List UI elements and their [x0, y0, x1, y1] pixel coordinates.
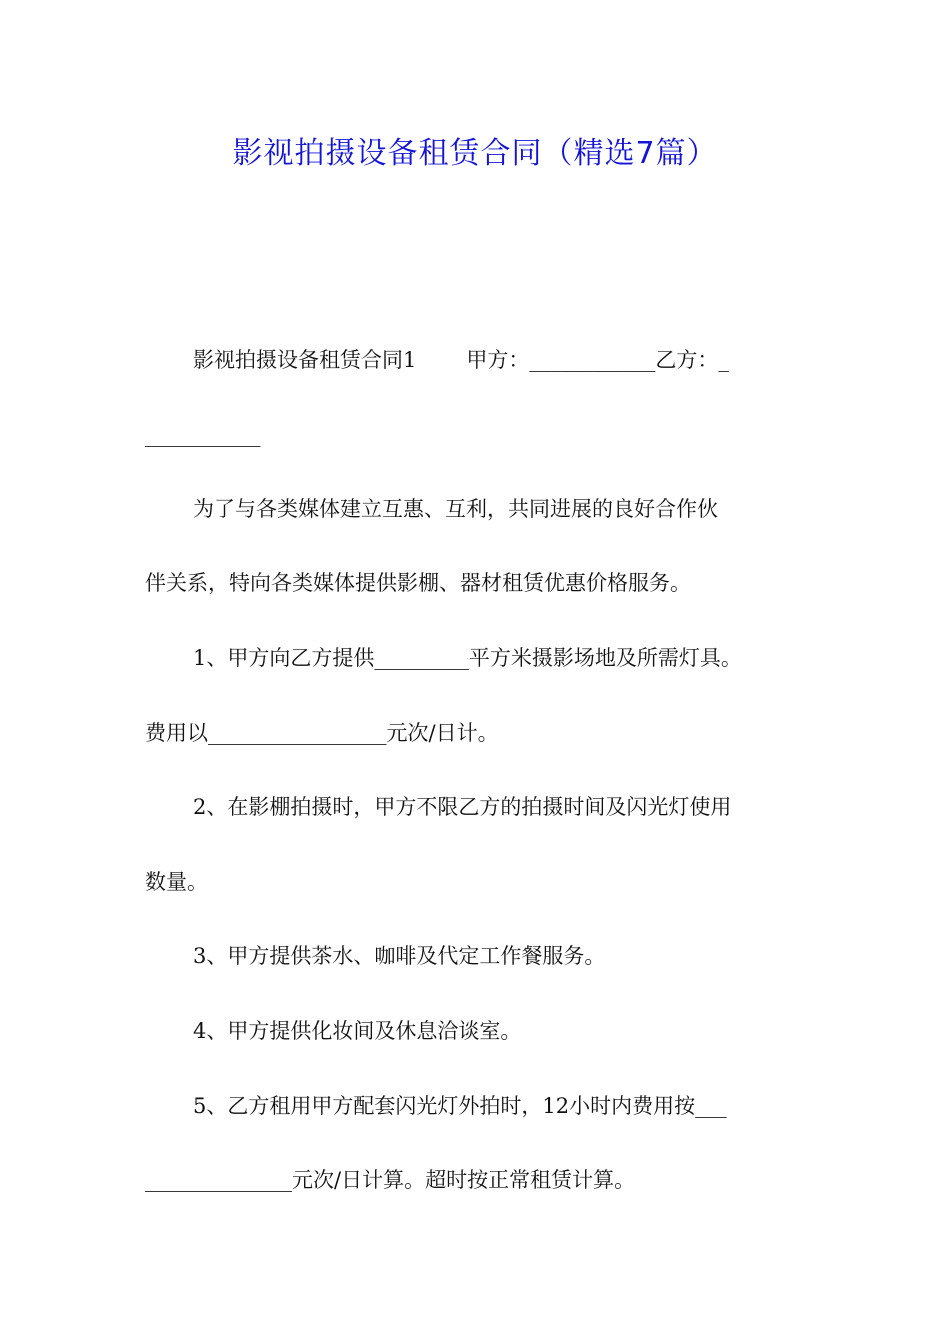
clause-5-line-2: ______________元次/日计算。超时按正常租赁计算。	[145, 1168, 636, 1192]
party-b-blank: ___________	[145, 423, 261, 447]
clause-2-line-2: 数量。	[145, 870, 208, 894]
clause-5-line-1: 5、乙方租用甲方配套闪光灯外拍时，12小时内费用按___	[193, 1094, 727, 1118]
paragraph-intro-line-1: 为了与各类媒体建立互惠、互利，共同进展的良好合作伙	[193, 497, 718, 521]
clause-3: 3、甲方提供茶水、咖啡及代定工作餐服务。	[193, 944, 606, 968]
clause-1-line-2: 费用以_________________元次/日计。	[145, 721, 499, 745]
document-title: 影视拍摄设备租赁合同（精选7篇）	[232, 136, 718, 171]
contract-heading: 影视拍摄设备租赁合同1	[193, 348, 417, 372]
clause-2-line-1: 2、在影棚拍摄时，甲方不限乙方的拍摄时间及闪光灯使用	[193, 795, 732, 819]
clause-1-line-1: 1、甲方向乙方提供_________平方米摄影场地及所需灯具。	[193, 646, 742, 670]
contract-heading-line	[193, 345, 729, 375]
paragraph-intro-line-2: 伴关系，特向各类媒体提供影棚、器材租赁优惠价格服务。	[145, 571, 691, 595]
party-fields: 甲方：____________乙方：_	[466, 348, 729, 372]
clause-4: 4、甲方提供化妆间及休息洽谈室。	[193, 1019, 522, 1043]
